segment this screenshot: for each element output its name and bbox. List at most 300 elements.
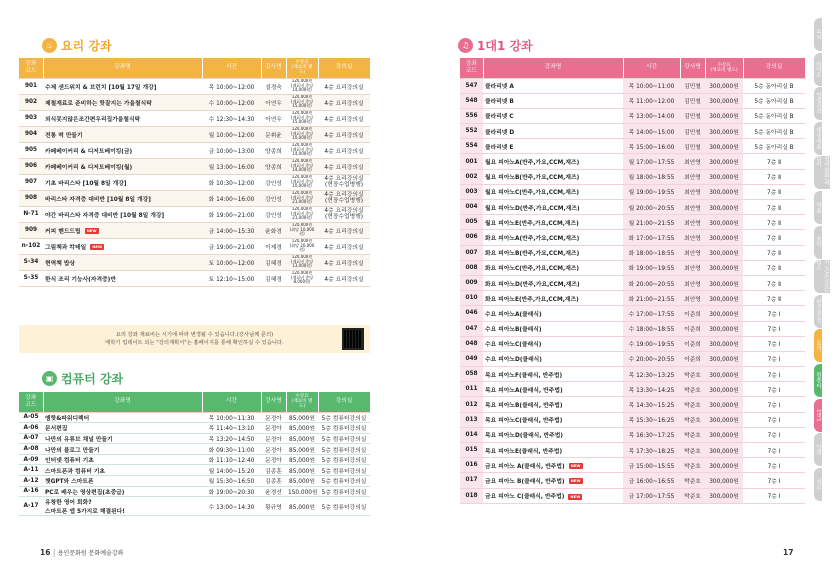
course-code: 006 (460, 230, 483, 245)
sidebar-tab[interactable]: 대중예술 (814, 122, 822, 155)
course-time: 목 13:30~14:25 (623, 382, 680, 397)
classroom: 5층 컴퓨터강의실 (318, 412, 370, 423)
course-name-text: 커피 핸드드립 (45, 228, 81, 235)
course-name (483, 336, 623, 351)
course-code: A-09 (19, 454, 43, 465)
classroom: 7층 Ⅰ (743, 458, 805, 473)
course-name-text: 수제 샌드위치 & 브런치 [10월 17일 개강] (45, 84, 157, 91)
new-badge: NEW (570, 493, 581, 499)
course-code: 010 (460, 291, 483, 306)
course-code: 554 (460, 139, 483, 154)
table-row (460, 427, 805, 442)
cooking-rows (19, 78, 370, 286)
column-header: 강좌명 (43, 58, 202, 78)
course-name (483, 169, 623, 184)
course-fee: 85,000원 (286, 412, 318, 423)
course-name-text: 문서편집 (45, 426, 68, 433)
cooking-section-title (42, 37, 112, 54)
table-row (19, 254, 370, 270)
sidebar-tab[interactable]: 요리 (814, 329, 822, 362)
classroom: 4층 요리강의실 (현장수업병행) (318, 174, 370, 190)
column-header: 강사명 (261, 58, 286, 78)
teacher-name: 이준희 (680, 306, 705, 321)
course-fee: 300,000원 (705, 245, 743, 260)
new-badge: NEW (86, 228, 97, 233)
teacher-name: 문정아 (261, 412, 286, 423)
course-fee: 85,000원 (286, 454, 318, 465)
sidebar-tab[interactable]: 목차 (814, 18, 822, 51)
teacher-name: 김민철 (680, 78, 705, 93)
course-name (483, 473, 623, 488)
table-row (460, 108, 805, 123)
table-row (460, 230, 805, 245)
course-fee: 120,000원 (재료비 총당 15,000원) (286, 110, 318, 126)
course-name-text: 목요 피아노D(클래식, 반주법) (485, 433, 563, 440)
classroom: 7층 Ⅰ (743, 382, 805, 397)
table-row (460, 78, 805, 93)
classroom: 4층 요리강의실 (318, 254, 370, 270)
classroom: 7층 Ⅰ (743, 412, 805, 427)
course-fee: 120,000원 (재료비 총당 21,000원) (286, 190, 318, 206)
classroom: 5층 컴퓨터강의실 (318, 423, 370, 434)
sidebar-tab[interactable]: 안내 (814, 433, 822, 466)
course-name-text: 목요 피아노C(클래식, 반주법) (485, 418, 563, 425)
cooking-note (19, 325, 370, 353)
teacher-name: 강인성 (261, 206, 286, 222)
course-name (43, 497, 202, 516)
course-fee: 150,000원 (286, 486, 318, 497)
table-row (460, 93, 805, 108)
course-fee: 85,000원 (286, 465, 318, 476)
course-fee: 120,000원 (최당 10,000원) (286, 222, 318, 238)
table-row (460, 351, 805, 366)
table-row (460, 291, 805, 306)
course-time: 화 09:30~11:00 (202, 444, 261, 455)
cooking-pot-icon: ♨ (42, 38, 57, 53)
course-code: S-34 (19, 254, 43, 270)
course-time: 목 16:30~17:25 (623, 427, 680, 442)
course-name (483, 427, 623, 442)
table-row (19, 465, 370, 476)
teacher-name: 문정아 (261, 454, 286, 465)
course-name-text: 수요 피아노B(클래식) (485, 327, 542, 334)
course-name-text: 나만의 블로그 만들기 (45, 447, 100, 454)
course-code: N-71 (19, 206, 43, 222)
sidebar-tab[interactable]: 한국/중국 (814, 295, 822, 328)
classroom: 5층 컴퓨터강의실 (318, 486, 370, 497)
course-name (43, 486, 202, 497)
course-time: 월 18:00~18:55 (623, 169, 680, 184)
course-name-text: 월요 피아노C(반주,가요,CCM,재즈) (485, 190, 580, 197)
course-time: 목 10:00~11:30 (202, 412, 261, 423)
teacher-name: 최안영 (680, 215, 705, 230)
course-name-text: 화요 피아노E(반주,가요,CCM,재즈) (485, 296, 579, 303)
classroom: 7층 Ⅰ (743, 488, 805, 503)
teacher-name: 김종훈 (261, 476, 286, 487)
course-name-text: 화요 피아노B(반주,가요,CCM,재즈) (485, 251, 580, 258)
course-time: 목 14:30~15:25 (623, 397, 680, 412)
qr-code-icon[interactable] (342, 328, 364, 350)
column-header: 시간 (623, 58, 680, 78)
classroom: 7층 Ⅰ (743, 306, 805, 321)
classroom: 4층 요리강의실 (318, 142, 370, 158)
course-fee: 120,000원 (재료비 총당 10,000원) (286, 174, 318, 190)
classroom: 4층 요리강의실 (318, 110, 370, 126)
computer-icon: ▣ (42, 371, 57, 386)
course-name (43, 110, 202, 126)
course-name (43, 412, 202, 423)
course-name (483, 215, 623, 230)
course-fee: 300,000원 (705, 458, 743, 473)
table-row (19, 142, 370, 158)
teacher-name: 최안영 (680, 260, 705, 275)
course-time: 화 19:00~21:00 (202, 206, 261, 222)
course-fee: 300,000원 (705, 78, 743, 93)
page-number-left: 16 (40, 548, 51, 557)
course-name (43, 444, 202, 455)
course-name-text: 클라리넷 B (485, 99, 514, 106)
course-time: 수 13:00~14:30 (202, 497, 261, 516)
course-fee: 300,000원 (705, 412, 743, 427)
new-badge: NEW (92, 244, 103, 249)
course-name-text: 기초 바리스타 [10월 8일 개강] (45, 180, 127, 187)
course-fee: 300,000원 (705, 108, 743, 123)
course-name (483, 200, 623, 215)
column-header: 강의실 (318, 58, 370, 78)
course-fee: 300,000원 (705, 427, 743, 442)
table-row (460, 275, 805, 290)
table-row (19, 412, 370, 423)
computer-title-text: 컴퓨터 강좌 (61, 372, 124, 386)
classroom: 7층 Ⅱ (743, 169, 805, 184)
sidebar-tab[interactable]: 인생관리 (814, 87, 822, 120)
course-code: 904 (19, 126, 43, 142)
teacher-name: 박준호 (680, 488, 705, 503)
course-fee: 300,000원 (705, 336, 743, 351)
course-time: 목 13:00~14:00 (623, 108, 680, 123)
course-time: 수 17:00~17:55 (623, 306, 680, 321)
course-time: 화 17:00~17:55 (623, 230, 680, 245)
course-code: A-05 (19, 412, 43, 423)
teacher-name: 양종희 (261, 158, 286, 174)
course-time: 토 10:00~12:00 (202, 254, 261, 270)
oneone-header-row (460, 58, 805, 78)
course-code: 552 (460, 124, 483, 139)
teacher-name: 이준희 (680, 351, 705, 366)
teacher-name: 이연우 (261, 94, 286, 110)
course-name (483, 124, 623, 139)
course-name-text: 그림책과 칵테일 (45, 244, 87, 251)
table-row (460, 154, 805, 169)
course-name-text: 엠핫&파워디렉터 (45, 415, 90, 422)
course-name-text: 전통 떡 만들기 (45, 132, 83, 139)
course-name-text: 월요 피아노E(반주,가요,CCM,재즈) (485, 220, 579, 227)
classroom: 7층 Ⅰ (743, 443, 805, 458)
course-name-text: 야간 바리스타 자격증 대비반 [10월 8일 개강] (45, 212, 165, 219)
classroom: 5층 컴퓨터강의실 (318, 497, 370, 516)
classroom: 7층 Ⅰ (743, 473, 805, 488)
course-name (43, 206, 202, 222)
course-name (43, 78, 202, 94)
new-badge: NEW (570, 463, 581, 469)
table-row (19, 222, 370, 238)
teacher-name: 박준호 (680, 397, 705, 412)
course-code: 013 (460, 412, 483, 427)
course-name (483, 78, 623, 93)
course-fee: 300,000원 (705, 291, 743, 306)
table-row (19, 476, 370, 487)
course-fee: 120,000원 (재료비 총당 14,000원) (286, 142, 318, 158)
course-name-text: 카페베이커리 & 디저트베이킹(금) (45, 148, 133, 155)
table-row (19, 454, 370, 465)
course-time: 화 19:00~19:55 (623, 260, 680, 275)
course-code: A-17 (19, 497, 43, 516)
course-code: 001 (460, 154, 483, 169)
course-name (483, 412, 623, 427)
sidebar-tab[interactable]: 영어회화/어린이 (814, 156, 830, 189)
sidebar-tab[interactable]: 음악 (814, 226, 822, 259)
course-name-text: 화요 피아노C(반주,가요,CCM,재즈) (485, 266, 580, 273)
page-number-right: 17 (783, 548, 794, 557)
course-fee: 300,000원 (705, 443, 743, 458)
table-row (19, 174, 370, 190)
course-fee: 120,000원 (재료비 총당 10,000원) (286, 126, 318, 142)
course-name-text: 외식못지않은조간편우리집가을철식탁 (45, 116, 141, 123)
course-name-text: 화요 피아노D(반주,가요,CCM,재즈) (485, 281, 580, 288)
course-time: 수 19:00~19:55 (623, 336, 680, 351)
course-time: 목 10:00~12:00 (202, 78, 261, 94)
course-name (43, 465, 202, 476)
table-row (460, 184, 805, 199)
course-fee: 300,000원 (705, 275, 743, 290)
course-name (483, 260, 623, 275)
cooking-table (19, 58, 371, 287)
table-row (460, 245, 805, 260)
course-name (43, 94, 202, 110)
table-row (19, 444, 370, 455)
course-name (483, 245, 623, 260)
piano-icon: ♫ (458, 38, 473, 53)
classroom: 7층 Ⅱ (743, 245, 805, 260)
course-code: 012 (460, 397, 483, 412)
column-header: 강사명 (261, 392, 286, 412)
course-code: 016 (460, 458, 483, 473)
course-name-text: 유창한 영어 회화? 스마트폰 앱 5가지로 해결된다! (45, 500, 125, 516)
course-time: 금 17:00~17:55 (623, 488, 680, 503)
course-time: 목 11:40~13:10 (202, 423, 261, 434)
course-name (43, 454, 202, 465)
course-fee: 300,000원 (705, 321, 743, 336)
course-name (483, 184, 623, 199)
cooking-header-row (19, 58, 370, 78)
course-name (43, 142, 202, 158)
course-code: 017 (460, 473, 483, 488)
course-fee: 300,000원 (705, 154, 743, 169)
course-time: 월 17:00~17:55 (623, 154, 680, 169)
classroom: 5층 컴퓨터강의실 (318, 465, 370, 476)
course-name (43, 126, 202, 142)
course-fee: 300,000원 (705, 488, 743, 503)
course-time: 화 11:10~12:40 (202, 454, 261, 465)
course-code: S-35 (19, 270, 43, 286)
course-code: 004 (460, 200, 483, 215)
course-code: 046 (460, 306, 483, 321)
table-row (460, 336, 805, 351)
course-name-text: 챗GPT와 스마트폰 (45, 479, 94, 486)
column-header: 강좌 코드 (19, 58, 43, 78)
course-fee: 300,000원 (705, 124, 743, 139)
course-fee: 300,000원 (705, 473, 743, 488)
computer-rows (19, 412, 370, 516)
course-fee: 300,000원 (705, 169, 743, 184)
table-row (19, 158, 370, 174)
course-time: 월 20:00~20:55 (623, 200, 680, 215)
sidebar-tab[interactable]: 가요/트로트/댄스 (815, 260, 829, 292)
table-row (460, 124, 805, 139)
table-row (460, 169, 805, 184)
teacher-name: 박준호 (680, 382, 705, 397)
table-row (460, 473, 805, 488)
classroom: 7층 Ⅰ (743, 351, 805, 366)
classroom: 4층 요리강의실 (318, 238, 370, 254)
classroom: 5층 동아리실 B (743, 124, 805, 139)
course-time: 목 15:00~16:00 (623, 139, 680, 154)
course-fee: 120,000원 (재료비 총당 14,000원) (286, 158, 318, 174)
course-name (43, 270, 202, 286)
footer-left: 16 | 용인문화원 문화예술강좌 (40, 548, 124, 557)
classroom: 4층 요리강의실 (현장수업병행) (318, 190, 370, 206)
course-fee: 120,000원 (재료비 총당 13,000원) (286, 254, 318, 270)
teacher-name: 문휘윤 (261, 126, 286, 142)
course-name (43, 254, 202, 270)
classroom: 7층 Ⅱ (743, 260, 805, 275)
course-name (483, 443, 623, 458)
course-code: A-12 (19, 476, 43, 487)
teacher-name: 이재경 (261, 238, 286, 254)
new-badge: NEW (570, 478, 581, 484)
course-time: 월 10:00~12:00 (202, 126, 261, 142)
table-row (460, 412, 805, 427)
table-row (19, 433, 370, 444)
course-code: 906 (19, 158, 43, 174)
teacher-name: 박준호 (680, 427, 705, 442)
teacher-name: 윤경선 (261, 486, 286, 497)
course-time: 화 10:30~12:00 (202, 174, 261, 190)
course-name (483, 275, 623, 290)
course-name (483, 154, 623, 169)
oneone-section-title (458, 37, 533, 54)
teacher-name: 최안영 (680, 184, 705, 199)
course-fee: 85,000원 (286, 476, 318, 487)
classroom: 7층 Ⅰ (743, 427, 805, 442)
sidebar-tabs (814, 18, 835, 502)
teacher-name: 박준호 (680, 367, 705, 382)
table-row (460, 382, 805, 397)
classroom: 5층 동아리실 B (743, 78, 805, 93)
course-time: 화 21:00~21:55 (623, 291, 680, 306)
teacher-name: 강인성 (261, 174, 286, 190)
teacher-name: 최안영 (680, 291, 705, 306)
teacher-name: 양종희 (261, 142, 286, 158)
course-name (483, 291, 623, 306)
course-name (483, 458, 623, 473)
course-name (43, 174, 202, 190)
course-name-text: 금요 피아노 A(클래식, 반주법) (485, 463, 565, 470)
course-time: 금 10:00~13:00 (202, 142, 261, 158)
sidebar-tab[interactable]: 미술 (814, 191, 822, 224)
course-fee: 85,000원 (286, 423, 318, 434)
classroom: 4층 요리강의실 (318, 270, 370, 286)
course-time: 월 15:30~16:50 (202, 476, 261, 487)
course-name (483, 321, 623, 336)
sidebar-tab[interactable]: 지도 (814, 468, 822, 501)
footer-org-name: 용인문화원 문화예술강좌 (57, 550, 124, 557)
table-row (19, 238, 370, 254)
teacher-name: 박준호 (680, 443, 705, 458)
course-fee: 300,000원 (705, 260, 743, 275)
course-fee: 300,000원 (705, 367, 743, 382)
table-row (460, 458, 805, 473)
course-name-text: 화요 피아노A(반주,가요,CCM,재즈) (485, 235, 580, 242)
sidebar-tab[interactable]: 1대1 (814, 399, 822, 432)
course-fee: 300,000원 (705, 306, 743, 321)
course-name-text: 금요 피아노 B(클래식, 반주법) (485, 478, 565, 485)
teacher-name: 이준희 (680, 321, 705, 336)
classroom: 7층 Ⅰ (743, 397, 805, 412)
teacher-name: 최안영 (680, 245, 705, 260)
classroom: 5층 동아리실 B (743, 93, 805, 108)
table-row (460, 488, 805, 503)
column-header: 강좌 코드 (460, 58, 483, 78)
column-header: 수강료 (재료비 별도) (286, 392, 318, 412)
course-name (43, 190, 202, 206)
sidebar-tab[interactable]: 라이프 (814, 53, 822, 86)
course-name-text: 인터넷 컴퓨터 기초 (45, 458, 94, 465)
teacher-name: 김민철 (680, 124, 705, 139)
teacher-name: 최안영 (680, 200, 705, 215)
course-time: 수 20:00~20:55 (623, 351, 680, 366)
course-name-text: 수요 피아노A(클래식) (485, 311, 542, 318)
column-header: 강좌명 (483, 58, 623, 78)
computer-header-row (19, 392, 370, 412)
teacher-name: 설경숙 (261, 78, 286, 94)
column-header: 강의실 (318, 392, 370, 412)
table-row (460, 215, 805, 230)
table-row (460, 443, 805, 458)
column-header: 강좌 코드 (19, 392, 43, 412)
computer-table (19, 392, 371, 516)
course-code: 005 (460, 215, 483, 230)
course-fee: 120,000원 (최당 20,000원) (286, 238, 318, 254)
course-time: 목 13:20~14:50 (202, 433, 261, 444)
classroom: 5층 동아리실 B (743, 139, 805, 154)
course-code: 048 (460, 336, 483, 351)
course-fee: 300,000원 (705, 93, 743, 108)
teacher-name: 김혜경 (261, 270, 286, 286)
classroom: 4층 요리강의실 (318, 126, 370, 142)
course-code: 903 (19, 110, 43, 126)
course-code: 556 (460, 108, 483, 123)
sidebar-tab[interactable]: 컴퓨터 (814, 364, 822, 397)
table-row (19, 270, 370, 286)
course-code: 047 (460, 321, 483, 336)
classroom: 7층 Ⅱ (743, 154, 805, 169)
course-code: 002 (460, 169, 483, 184)
classroom: 7층 Ⅰ (743, 367, 805, 382)
course-name-text: 카페베이커리 & 디저트베이킹(월) (45, 164, 133, 171)
course-name-text: 월요 피아노A(반주,가요,CCM,재즈) (485, 160, 580, 167)
course-time: 목 14:00~15:00 (623, 124, 680, 139)
